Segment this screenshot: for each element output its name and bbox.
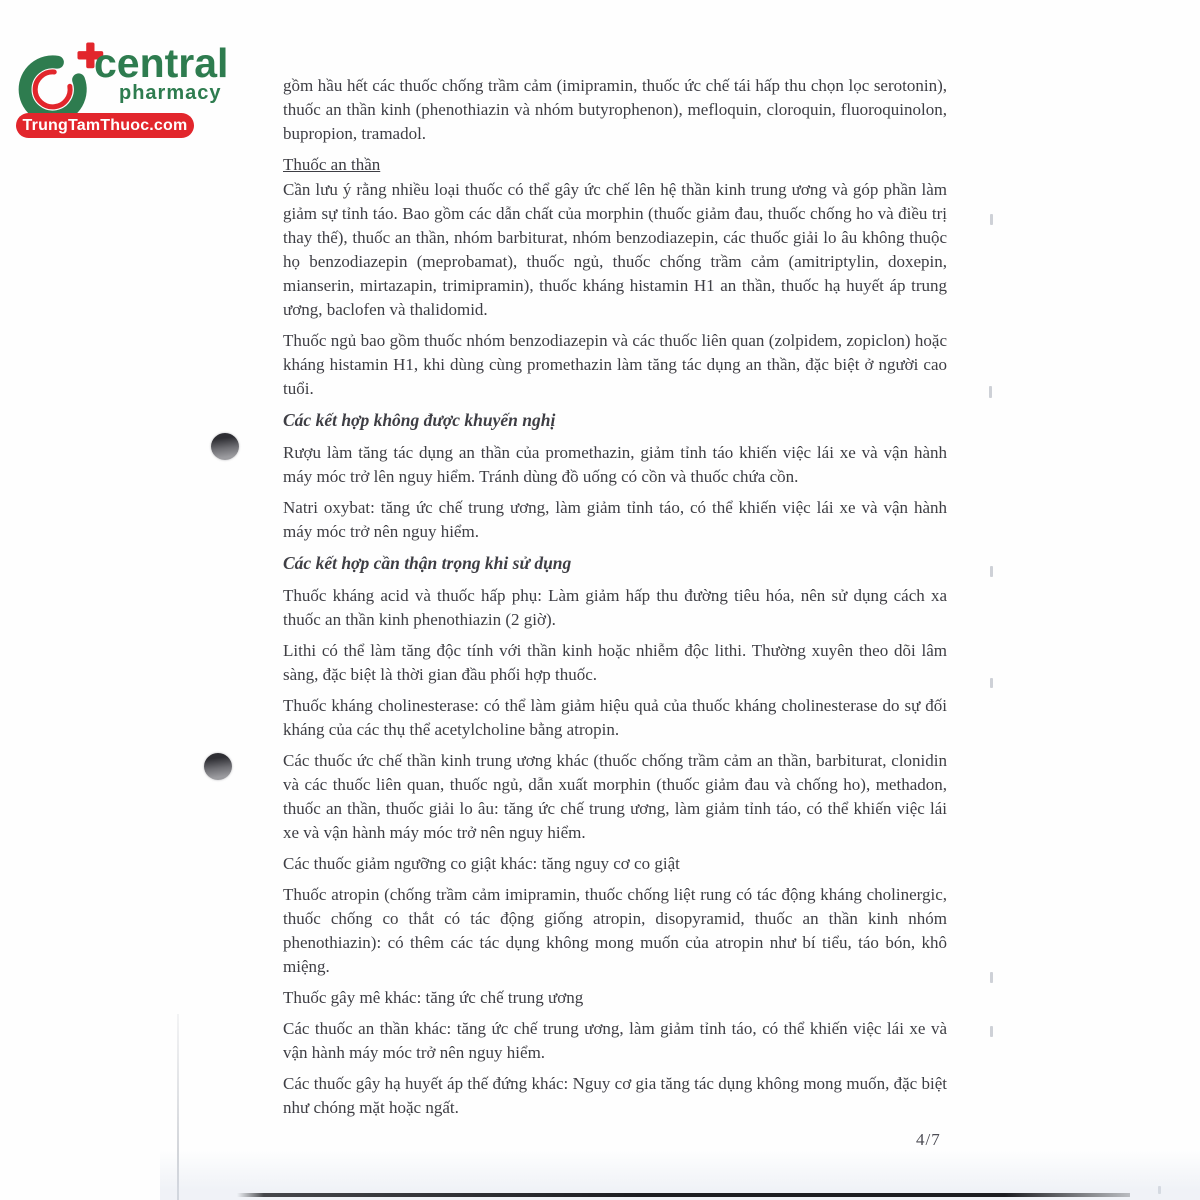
paragraph: Thuốc kháng acid và thuốc hấp phụ: Làm giảm hấp thu đường tiêu hóa, nên sử dụng cách xa thuốc an thần kinh phenothiazin (2 giờ). [283, 586, 947, 629]
page-edge-line [177, 1014, 179, 1200]
paragraph: gồm hầu hết các thuốc chống trầm cảm (imipramin, thuốc ức chế tái hấp thu chọn lọc serotonin), thuốc an thần kinh (phenothiazin và nhóm butyrophenon), mefloquin, cloroquin, fluoroquinolon, bupropion, tramadol. [283, 76, 947, 143]
paragraph: Rượu làm tăng tác dụng an thần của promethazin, giảm tỉnh táo khiến việc lái xe và vận hành máy móc trở lên nguy hiểm. Tránh dùng đồ uống có cồn và thuốc chứa cồn. [283, 443, 947, 486]
paragraph: Các thuốc an thần khác: tăng ức chế trung ương, làm giảm tỉnh táo, có thể khiến việc lái xe và vận hành máy móc trở nên nguy hiểm. [283, 1019, 947, 1062]
hole-punch-bottom [204, 753, 232, 780]
paragraph: Thuốc ngủ bao gồm thuốc nhóm benzodiazepin và các thuốc liên quan (zolpidem, zopiclon) hoặc kháng histamin H1, khi dùng cùng promethazin làm tăng tác dụng an thần, đặc biệt ở người cao tuổi. [283, 331, 947, 398]
paragraph: Natri oxybat: tăng ức chế trung ương, làm giảm tỉnh táo, có thể khiến việc lái xe và vận hành máy móc trở nên nguy hiểm. [283, 498, 947, 541]
paragraph: Các thuốc gây hạ huyết áp thế đứng khác: Nguy cơ gia tăng tác dụng không mong muốn, đặc biệt như chóng mặt hoặc ngất. [283, 1074, 947, 1117]
paragraph: Cần lưu ý rằng nhiều loại thuốc có thể gây ức chế lên hệ thần kinh trung ương và góp phần làm giảm sự tỉnh táo. Bao gồm các dẫn chất của morphin (thuốc giảm đau, thuốc chống ho và điều trị thay thế), thuốc an thần, nhóm barbiturat, nhóm benzodiazepin, các thuốc giải lo âu không thuộc họ benzodiazepin (meprobamat), thuốc ngủ, thuốc chống trầm cảm (amitriptylin, doxepin, mianserin, mirtazapin, trimipramin), thuốc kháng histamin H1 an thần, thuốc hạ huyết áp trung ương, baclofen và thalidomid. [283, 180, 947, 319]
scan-artifact [1158, 1186, 1161, 1194]
paragraph: Thuốc atropin (chống trầm cảm imipramin, thuốc chống liệt rung có tác động kháng cholinergic, thuốc chống co thắt có tác động giống atropin, disopyramid, thuốc an thần kinh nhóm phenothiazin): có thêm các tác dụng không mong muốn của atropin như bí tiểu, táo bón, khô miệng. [283, 885, 947, 976]
central-pharmacy-logo [14, 36, 229, 142]
logo-tagline-text: pharmacy [119, 82, 222, 104]
paragraph: Thuốc kháng cholinesterase: có thể làm giảm hiệu quả của thuốc kháng cholinesterase do sự đối kháng của các thụ thể acetylcholine bằng atropin. [283, 696, 947, 739]
scan-bottom-edge [237, 1193, 1130, 1197]
section-heading: Các kết hợp cần thận trọng khi sử dụng [283, 553, 572, 573]
page-number: 4/7 [916, 1130, 941, 1149]
hole-punch-top [211, 433, 239, 460]
logo-badge [16, 113, 194, 138]
section-heading: Các kết hợp không được khuyến nghị [283, 410, 556, 430]
logo-badge-text: TrungTamThuoc.com [22, 116, 188, 134]
scan-artifact [990, 214, 993, 225]
section-heading: Thuốc an thần [283, 155, 381, 174]
paragraph: Các thuốc giảm ngưỡng co giật khác: tăng nguy cơ co giật [283, 854, 680, 873]
scan-artifact [990, 972, 993, 983]
paragraph: Thuốc gây mê khác: tăng ức chế trung ương [283, 988, 584, 1007]
logo-brand-text: central [94, 40, 229, 86]
paragraph: Các thuốc ức chế thần kinh trung ương khác (thuốc chống trầm cảm an thần, barbiturat, clonidin và các thuốc liên quan, thuốc ngủ, dẫn xuất morphin (thuốc giảm đau và chống ho), methadon, thuốc an thần, thuốc giải lo âu: tăng ức chế trung ương, làm giảm tỉnh táo, có thể khiến việc lái xe và vận hành máy móc trở nên nguy hiểm. [283, 751, 947, 842]
scan-artifact [989, 386, 992, 398]
scan-artifact [990, 1026, 993, 1037]
scan-artifact [990, 678, 993, 688]
document-body [283, 74, 947, 1127]
paragraph: Lithi có thể làm tăng độc tính với thần kinh hoặc nhiễm độc lithi. Thường xuyên theo dõi lâm sàng, đặc biệt là thời gian đầu phối hợp thuốc. [283, 641, 947, 684]
scan-artifact [990, 566, 993, 577]
